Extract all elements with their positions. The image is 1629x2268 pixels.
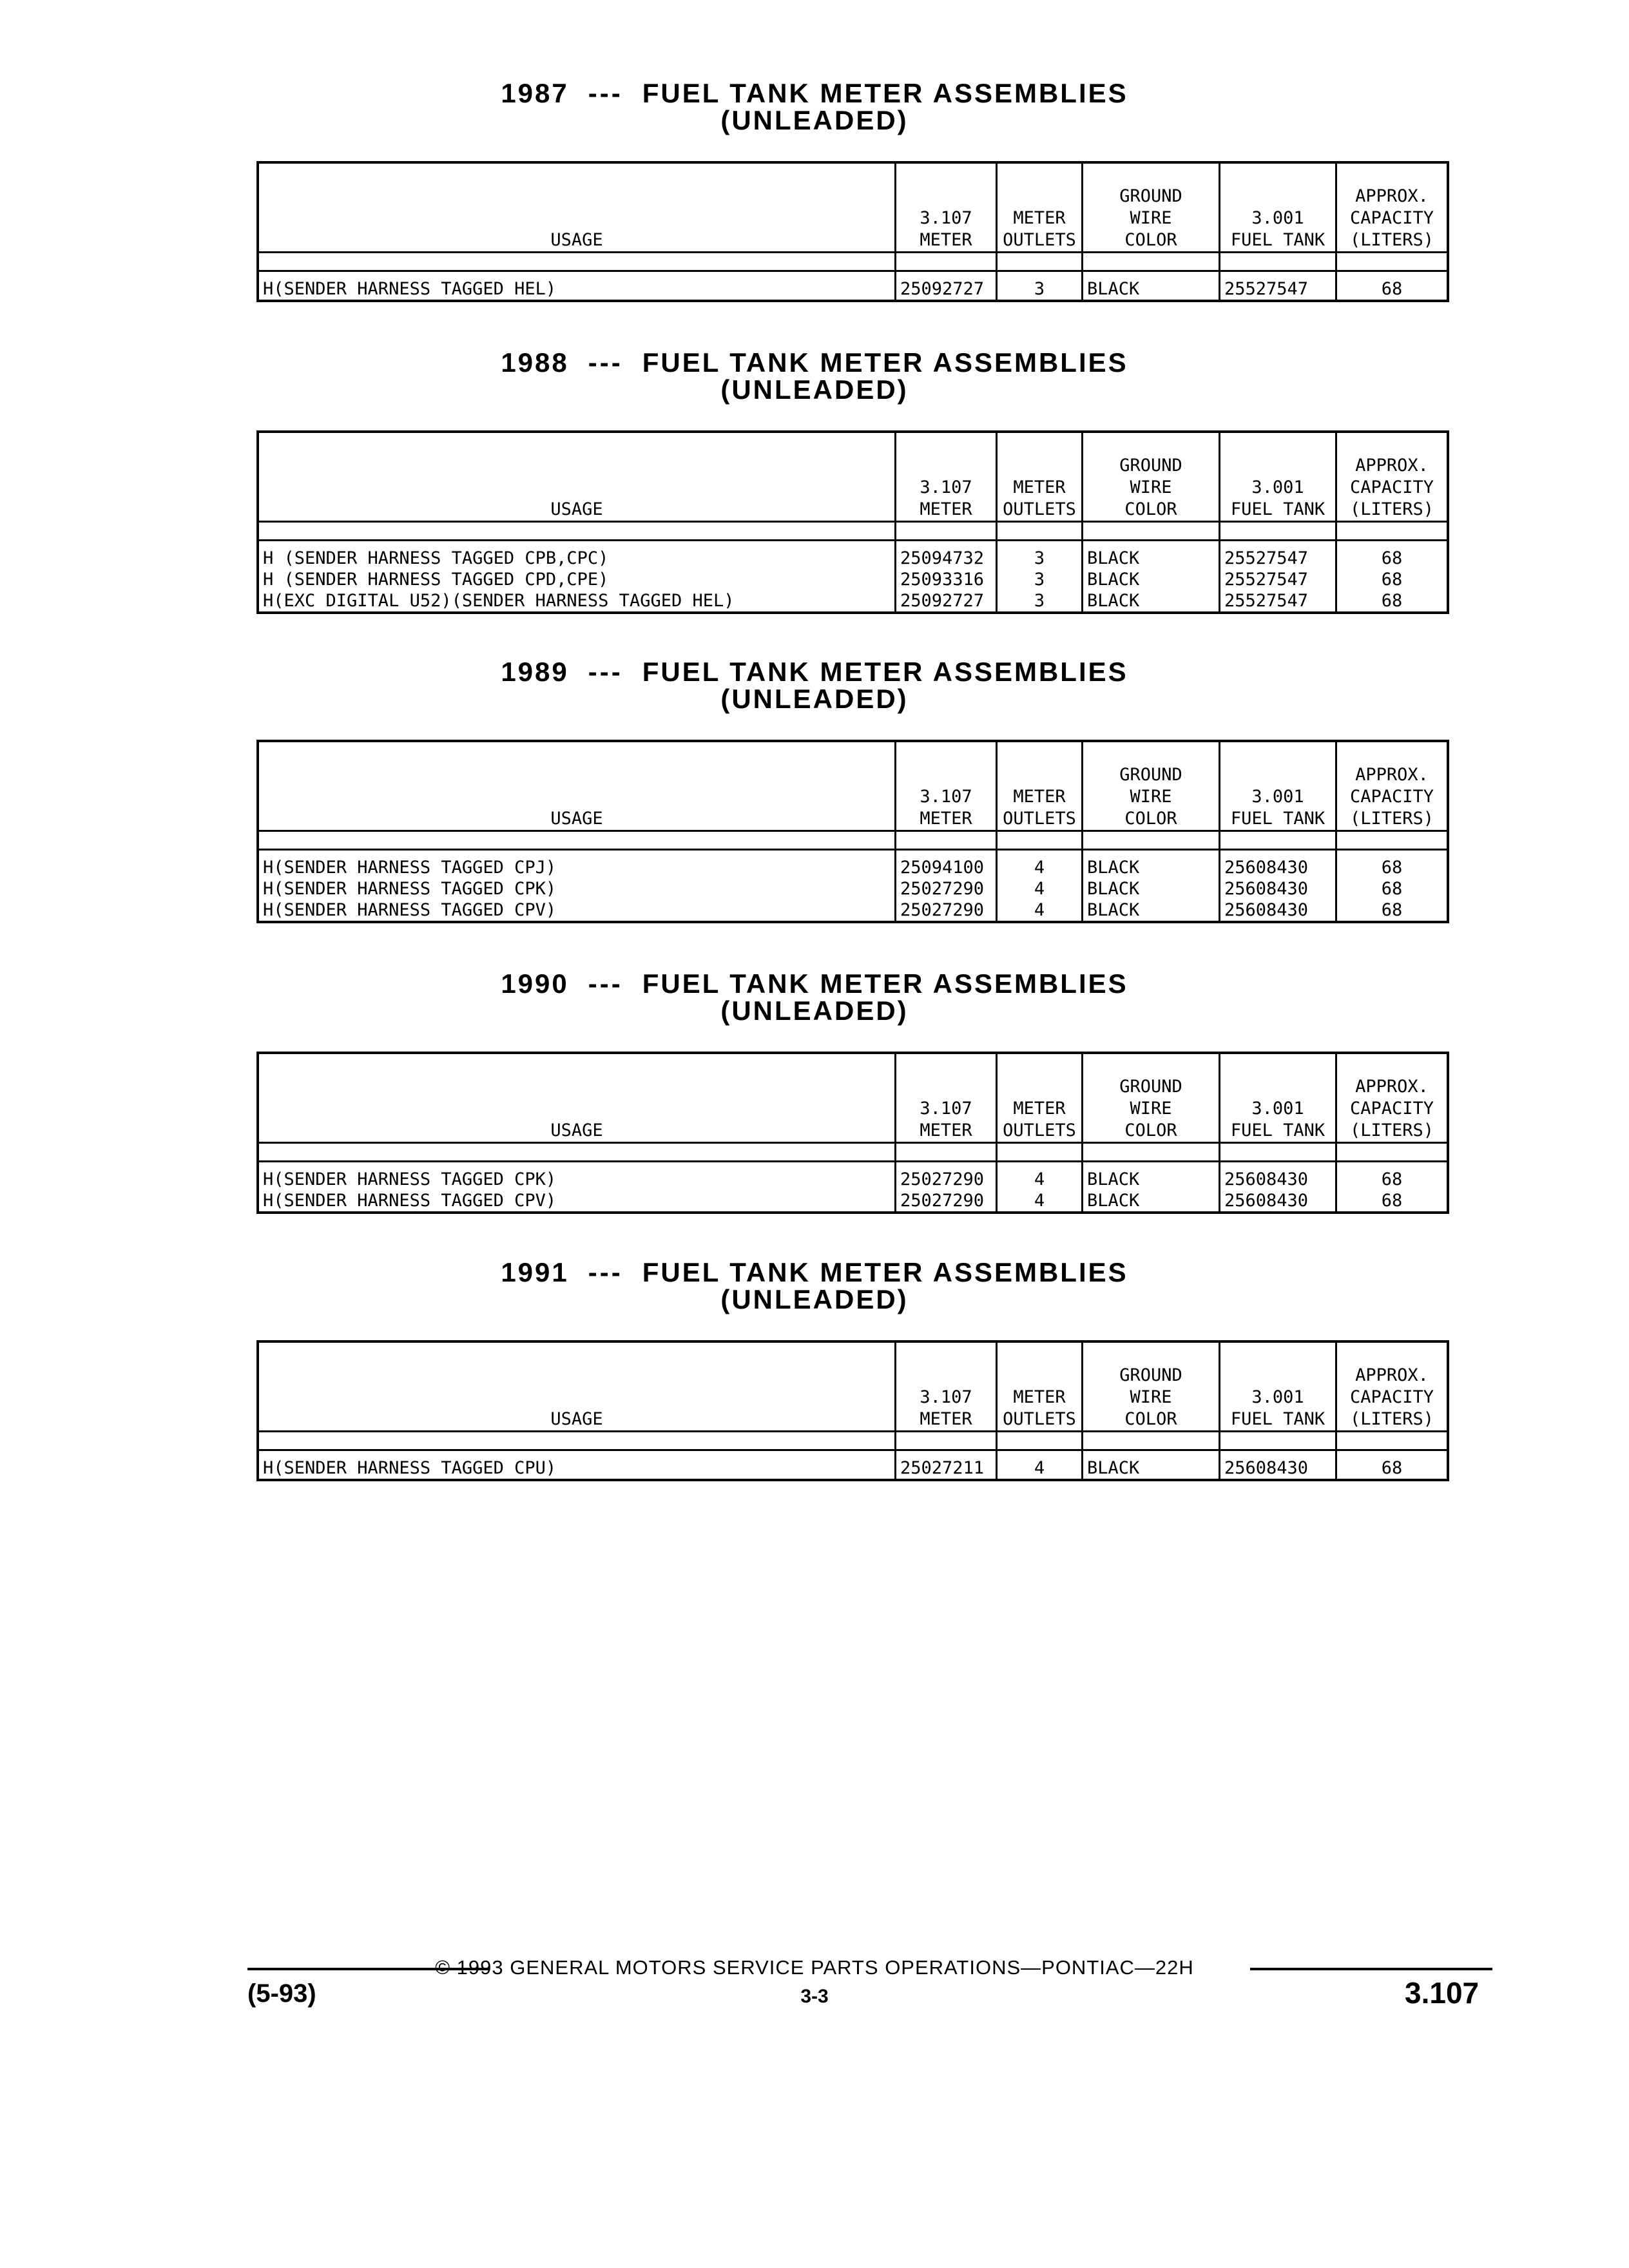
table-header-row bbox=[258, 432, 1448, 522]
cell-color: BLACK bbox=[1083, 1162, 1220, 1191]
header-capacity bbox=[1336, 1341, 1449, 1432]
section-subtitle: (UNLEADED) bbox=[720, 374, 909, 405]
header-capacity-line: APPROX. bbox=[1355, 186, 1429, 206]
spacer-cell bbox=[1336, 1432, 1449, 1450]
cell-outlets: 4 bbox=[997, 850, 1083, 879]
section-heading: FUEL TANK METER ASSEMBLIES bbox=[642, 347, 1128, 378]
spacer-cell bbox=[1083, 831, 1220, 850]
cell-outlets: 4 bbox=[997, 899, 1083, 922]
header-ground-wire-color-line: COLOR bbox=[1124, 499, 1177, 519]
header-usage-line: USAGE bbox=[550, 1409, 603, 1429]
cell-color: BLACK bbox=[1083, 569, 1220, 590]
table-spacer-row bbox=[258, 831, 1448, 850]
spacer-cell bbox=[1336, 1143, 1449, 1162]
cell-meter: 25092727 bbox=[896, 271, 997, 302]
header-capacity bbox=[1336, 1053, 1449, 1143]
cell-meter: 25027290 bbox=[896, 899, 997, 922]
spacer-cell bbox=[258, 1143, 896, 1162]
header-capacity-line: CAPACITY bbox=[1349, 477, 1434, 497]
cell-usage: H(SENDER HARNESS TAGGED CPJ) bbox=[258, 850, 896, 879]
header-fuel-tank-line: 3.001 bbox=[1251, 1387, 1304, 1407]
cell-capacity: 68 bbox=[1336, 850, 1449, 879]
header-fuel-tank-line: FUEL TANK bbox=[1230, 1409, 1325, 1429]
spacer-cell bbox=[997, 831, 1083, 850]
header-ground-wire-color-line: GROUND bbox=[1119, 1077, 1182, 1097]
meter-table bbox=[256, 161, 1449, 302]
header-outlets-line: OUTLETS bbox=[1003, 1409, 1076, 1429]
header-outlets bbox=[997, 1053, 1083, 1143]
header-outlets-line: OUTLETS bbox=[1003, 230, 1076, 250]
cell-color: BLACK bbox=[1083, 1450, 1220, 1481]
spacer-cell bbox=[896, 1143, 997, 1162]
header-outlets-line: METER bbox=[1013, 787, 1066, 807]
spacer-cell bbox=[1336, 522, 1449, 541]
header-ground-wire-color bbox=[1083, 1341, 1220, 1432]
section-subtitle: (UNLEADED) bbox=[720, 105, 909, 135]
spacer-cell bbox=[896, 253, 997, 271]
table-row bbox=[258, 850, 1448, 879]
section-dashes: --- bbox=[588, 78, 623, 108]
header-meter-line: 3.107 bbox=[920, 477, 972, 497]
footer-page-number: 3-3 bbox=[800, 1986, 829, 2007]
section-subtitle: (UNLEADED) bbox=[720, 1284, 909, 1314]
header-capacity-line: (LITERS) bbox=[1349, 230, 1434, 250]
header-capacity-line: CAPACITY bbox=[1349, 787, 1434, 807]
section-title bbox=[0, 1259, 1629, 1286]
header-meter bbox=[896, 741, 997, 831]
spacer-cell bbox=[997, 522, 1083, 541]
cell-capacity: 68 bbox=[1336, 590, 1449, 613]
cell-usage: H (SENDER HARNESS TAGGED CPB,CPC) bbox=[258, 541, 896, 570]
header-fuel-tank-line: FUEL TANK bbox=[1230, 809, 1325, 829]
header-capacity-line: (LITERS) bbox=[1349, 809, 1434, 829]
spacer-cell bbox=[258, 253, 896, 271]
table-spacer-row bbox=[258, 253, 1448, 271]
header-meter-line: METER bbox=[920, 809, 972, 829]
cell-capacity: 68 bbox=[1336, 1162, 1449, 1191]
table-row bbox=[258, 541, 1448, 570]
spacer-cell bbox=[258, 831, 896, 850]
header-usage bbox=[258, 1053, 896, 1143]
section-year: 1990 bbox=[501, 968, 569, 999]
header-fuel-tank-line: FUEL TANK bbox=[1230, 1120, 1325, 1140]
cell-outlets: 4 bbox=[997, 878, 1083, 899]
header-ground-wire-color bbox=[1083, 1053, 1220, 1143]
header-ground-wire-color-line: GROUND bbox=[1119, 1365, 1182, 1385]
header-capacity-line: APPROX. bbox=[1355, 1365, 1429, 1385]
spacer-cell bbox=[896, 831, 997, 850]
cell-outlets: 4 bbox=[997, 1450, 1083, 1481]
spacer-cell bbox=[1083, 1432, 1220, 1450]
section-dashes: --- bbox=[588, 1257, 623, 1287]
header-meter-line: METER bbox=[920, 499, 972, 519]
header-outlets bbox=[997, 1341, 1083, 1432]
spacer-cell bbox=[1220, 831, 1336, 850]
header-outlets-line: OUTLETS bbox=[1003, 809, 1076, 829]
header-ground-wire-color-line: COLOR bbox=[1124, 1409, 1177, 1429]
header-ground-wire-color-line: WIRE bbox=[1130, 477, 1172, 497]
header-meter-line: METER bbox=[920, 230, 972, 250]
header-fuel-tank-line: 3.001 bbox=[1251, 1099, 1304, 1119]
cell-meter: 25027290 bbox=[896, 1162, 997, 1191]
table-row bbox=[258, 271, 1448, 302]
header-meter bbox=[896, 1341, 997, 1432]
cell-usage: H(SENDER HARNESS TAGGED CPV) bbox=[258, 1190, 896, 1213]
header-meter bbox=[896, 432, 997, 522]
header-meter bbox=[896, 1053, 997, 1143]
cell-usage: H(SENDER HARNESS TAGGED CPV) bbox=[258, 899, 896, 922]
header-usage bbox=[258, 741, 896, 831]
meter-table bbox=[256, 740, 1449, 923]
cell-color: BLACK bbox=[1083, 271, 1220, 302]
header-ground-wire-color bbox=[1083, 741, 1220, 831]
header-ground-wire-color-line: COLOR bbox=[1124, 809, 1177, 829]
header-meter-line: METER bbox=[920, 1409, 972, 1429]
header-usage bbox=[258, 432, 896, 522]
header-capacity-line: (LITERS) bbox=[1349, 1409, 1434, 1429]
spacer-cell bbox=[997, 253, 1083, 271]
header-ground-wire-color-line: WIRE bbox=[1130, 1099, 1172, 1119]
header-ground-wire-color-line: GROUND bbox=[1119, 765, 1182, 785]
header-ground-wire-color-line: GROUND bbox=[1119, 186, 1182, 206]
cell-usage: H (SENDER HARNESS TAGGED CPD,CPE) bbox=[258, 569, 896, 590]
table-header-row bbox=[258, 1053, 1448, 1143]
header-capacity bbox=[1336, 741, 1449, 831]
header-meter-line: 3.107 bbox=[920, 787, 972, 807]
header-fuel-tank-line: FUEL TANK bbox=[1230, 499, 1325, 519]
spacer-cell bbox=[1083, 253, 1220, 271]
meter-table bbox=[256, 1052, 1449, 1214]
header-usage bbox=[258, 162, 896, 253]
header-outlets bbox=[997, 432, 1083, 522]
header-meter-line: 3.107 bbox=[920, 1387, 972, 1407]
section-year: 1988 bbox=[501, 347, 569, 378]
section-dashes: --- bbox=[588, 347, 623, 378]
header-capacity bbox=[1336, 162, 1449, 253]
header-capacity-line: CAPACITY bbox=[1349, 208, 1434, 228]
cell-outlets: 3 bbox=[997, 569, 1083, 590]
cell-tank: 25608430 bbox=[1220, 1190, 1336, 1213]
header-ground-wire-color-line: WIRE bbox=[1130, 787, 1172, 807]
spacer-cell bbox=[258, 522, 896, 541]
header-fuel-tank-line: 3.001 bbox=[1251, 787, 1304, 807]
spacer-cell bbox=[997, 1143, 1083, 1162]
cell-color: BLACK bbox=[1083, 899, 1220, 922]
header-ground-wire-color-line: COLOR bbox=[1124, 1120, 1177, 1140]
header-meter-line: 3.107 bbox=[920, 1099, 972, 1119]
spacer-cell bbox=[1220, 1143, 1336, 1162]
cell-usage: H(SENDER HARNESS TAGGED CPK) bbox=[258, 878, 896, 899]
table-row bbox=[258, 899, 1448, 922]
cell-meter: 25094100 bbox=[896, 850, 997, 879]
header-ground-wire-color bbox=[1083, 162, 1220, 253]
header-ground-wire-color-line: GROUND bbox=[1119, 456, 1182, 476]
header-usage-line: USAGE bbox=[550, 809, 603, 829]
header-ground-wire-color-line: WIRE bbox=[1130, 1387, 1172, 1407]
section-year: 1989 bbox=[501, 657, 569, 687]
header-capacity-line: CAPACITY bbox=[1349, 1099, 1434, 1119]
section-year: 1991 bbox=[501, 1257, 569, 1287]
cell-usage: H(SENDER HARNESS TAGGED HEL) bbox=[258, 271, 896, 302]
header-capacity-line: APPROX. bbox=[1355, 456, 1429, 476]
section-heading: FUEL TANK METER ASSEMBLIES bbox=[642, 78, 1128, 108]
header-outlets bbox=[997, 162, 1083, 253]
header-outlets bbox=[997, 741, 1083, 831]
header-outlets-line: METER bbox=[1013, 1387, 1066, 1407]
cell-color: BLACK bbox=[1083, 590, 1220, 613]
header-meter-line: 3.107 bbox=[920, 208, 972, 228]
section-subtitle: (UNLEADED) bbox=[720, 684, 909, 714]
table-header-row bbox=[258, 741, 1448, 831]
header-capacity-line: APPROX. bbox=[1355, 1077, 1429, 1097]
cell-outlets: 3 bbox=[997, 541, 1083, 570]
cell-usage: H(EXC DIGITAL U52)(SENDER HARNESS TAGGED HEL) bbox=[258, 590, 896, 613]
meter-table bbox=[256, 430, 1449, 614]
table-header-row bbox=[258, 162, 1448, 253]
header-ground-wire-color-line: COLOR bbox=[1124, 230, 1177, 250]
header-usage-line: USAGE bbox=[550, 499, 603, 519]
section-title bbox=[0, 349, 1629, 376]
cell-tank: 25608430 bbox=[1220, 1450, 1336, 1481]
header-ground-wire-color bbox=[1083, 432, 1220, 522]
section-heading: FUEL TANK METER ASSEMBLIES bbox=[642, 968, 1128, 999]
cell-tank: 25527547 bbox=[1220, 569, 1336, 590]
header-outlets-line: METER bbox=[1013, 477, 1066, 497]
spacer-cell bbox=[896, 1432, 997, 1450]
spacer-cell bbox=[1336, 831, 1449, 850]
spacer-cell bbox=[1220, 253, 1336, 271]
cell-usage: H(SENDER HARNESS TAGGED CPU) bbox=[258, 1450, 896, 1481]
section-dashes: --- bbox=[588, 968, 623, 999]
header-capacity-line: APPROX. bbox=[1355, 765, 1429, 785]
section-dashes: --- bbox=[588, 657, 623, 687]
header-fuel-tank-line: 3.001 bbox=[1251, 208, 1304, 228]
cell-meter: 25027211 bbox=[896, 1450, 997, 1481]
cell-capacity: 68 bbox=[1336, 541, 1449, 570]
section-title bbox=[0, 658, 1629, 686]
table-row bbox=[258, 1190, 1448, 1213]
section-title bbox=[0, 970, 1629, 997]
header-usage-line: USAGE bbox=[550, 230, 603, 250]
table-spacer-row bbox=[258, 522, 1448, 541]
cell-meter: 25027290 bbox=[896, 878, 997, 899]
header-capacity bbox=[1336, 432, 1449, 522]
spacer-cell bbox=[1220, 1432, 1336, 1450]
header-fuel-tank-line: 3.001 bbox=[1251, 477, 1304, 497]
header-outlets-line: METER bbox=[1013, 1099, 1066, 1119]
table-row bbox=[258, 569, 1448, 590]
cell-capacity: 68 bbox=[1336, 899, 1449, 922]
section-subtitle: (UNLEADED) bbox=[720, 995, 909, 1026]
spacer-cell bbox=[258, 1432, 896, 1450]
cell-tank: 25527547 bbox=[1220, 271, 1336, 302]
cell-capacity: 68 bbox=[1336, 569, 1449, 590]
footer-rule-right bbox=[1250, 1968, 1492, 1970]
cell-meter: 25092727 bbox=[896, 590, 997, 613]
section-title bbox=[0, 80, 1629, 107]
header-outlets-line: OUTLETS bbox=[1003, 1120, 1076, 1140]
cell-tank: 25527547 bbox=[1220, 541, 1336, 570]
cell-tank: 25608430 bbox=[1220, 1162, 1336, 1191]
cell-outlets: 4 bbox=[997, 1162, 1083, 1191]
cell-tank: 25608430 bbox=[1220, 899, 1336, 922]
header-ground-wire-color-line: WIRE bbox=[1130, 208, 1172, 228]
cell-capacity: 68 bbox=[1336, 1190, 1449, 1213]
header-fuel-tank-line: FUEL TANK bbox=[1230, 230, 1325, 250]
header-outlets-line: METER bbox=[1013, 208, 1066, 228]
table-row bbox=[258, 590, 1448, 613]
spacer-cell bbox=[1083, 522, 1220, 541]
spacer-cell bbox=[896, 522, 997, 541]
spacer-cell bbox=[1336, 253, 1449, 271]
section-year: 1987 bbox=[501, 78, 569, 108]
table-row bbox=[258, 1450, 1448, 1481]
cell-color: BLACK bbox=[1083, 1190, 1220, 1213]
spacer-cell bbox=[997, 1432, 1083, 1450]
header-capacity-line: CAPACITY bbox=[1349, 1387, 1434, 1407]
cell-color: BLACK bbox=[1083, 878, 1220, 899]
section-heading: FUEL TANK METER ASSEMBLIES bbox=[642, 1257, 1128, 1287]
table-header-row bbox=[258, 1341, 1448, 1432]
cell-meter: 25027290 bbox=[896, 1190, 997, 1213]
cell-capacity: 68 bbox=[1336, 878, 1449, 899]
header-fuel-tank bbox=[1220, 162, 1336, 253]
header-meter bbox=[896, 162, 997, 253]
cell-outlets: 3 bbox=[997, 271, 1083, 302]
meter-table bbox=[256, 1340, 1449, 1481]
header-usage bbox=[258, 1341, 896, 1432]
footer-date-code: (5-93) bbox=[247, 1979, 316, 2008]
table-spacer-row bbox=[258, 1432, 1448, 1450]
header-fuel-tank bbox=[1220, 432, 1336, 522]
header-fuel-tank bbox=[1220, 1341, 1336, 1432]
cell-usage: H(SENDER HARNESS TAGGED CPK) bbox=[258, 1162, 896, 1191]
header-fuel-tank bbox=[1220, 1053, 1336, 1143]
header-fuel-tank bbox=[1220, 741, 1336, 831]
cell-outlets: 3 bbox=[997, 590, 1083, 613]
section-heading: FUEL TANK METER ASSEMBLIES bbox=[642, 657, 1128, 687]
footer-copyright: © 1993 GENERAL MOTORS SERVICE PARTS OPERATIONS—PONTIAC—22H bbox=[435, 1956, 1194, 1979]
header-capacity-line: (LITERS) bbox=[1349, 499, 1434, 519]
header-meter-line: METER bbox=[920, 1120, 972, 1140]
cell-tank: 25608430 bbox=[1220, 850, 1336, 879]
cell-tank: 25527547 bbox=[1220, 590, 1336, 613]
header-capacity-line: (LITERS) bbox=[1349, 1120, 1434, 1140]
cell-meter: 25093316 bbox=[896, 569, 997, 590]
footer-group-number: 3.107 bbox=[1405, 1976, 1480, 2010]
cell-capacity: 68 bbox=[1336, 271, 1449, 302]
header-outlets-line: OUTLETS bbox=[1003, 499, 1076, 519]
spacer-cell bbox=[1083, 1143, 1220, 1162]
header-usage-line: USAGE bbox=[550, 1120, 603, 1140]
table-spacer-row bbox=[258, 1143, 1448, 1162]
table-row bbox=[258, 878, 1448, 899]
spacer-cell bbox=[1220, 522, 1336, 541]
cell-outlets: 4 bbox=[997, 1190, 1083, 1213]
cell-color: BLACK bbox=[1083, 850, 1220, 879]
cell-tank: 25608430 bbox=[1220, 878, 1336, 899]
cell-color: BLACK bbox=[1083, 541, 1220, 570]
table-row bbox=[258, 1162, 1448, 1191]
cell-meter: 25094732 bbox=[896, 541, 997, 570]
cell-capacity: 68 bbox=[1336, 1450, 1449, 1481]
